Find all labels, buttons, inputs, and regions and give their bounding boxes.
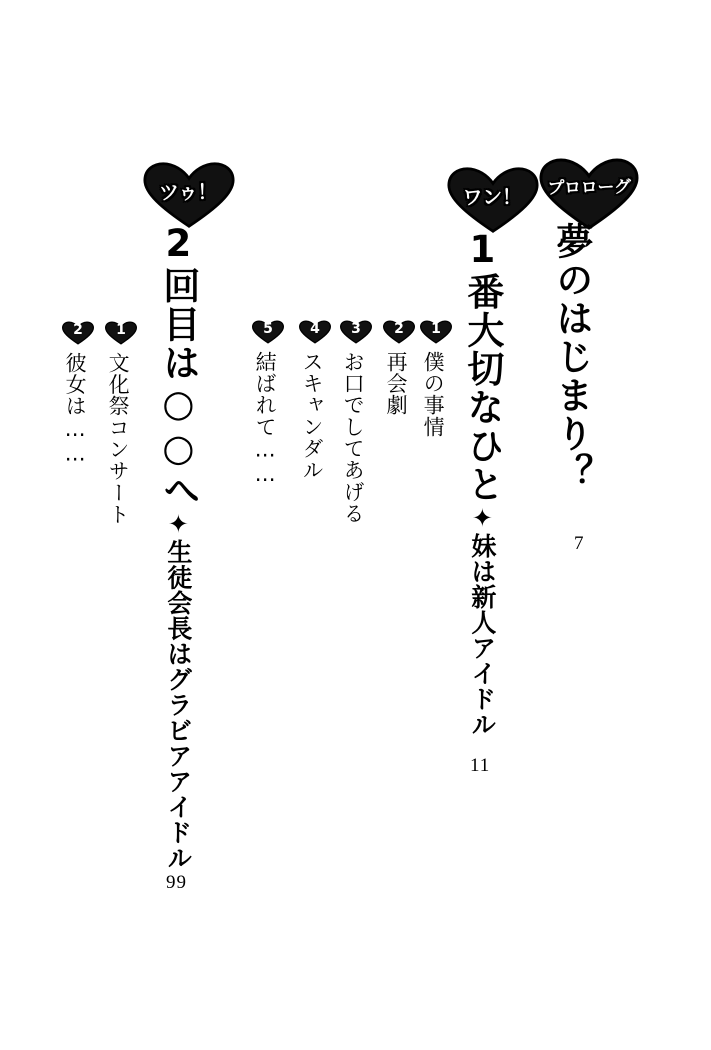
heart-icon — [62, 318, 96, 349]
chapter-title-two — [156, 222, 200, 871]
heart-icon — [105, 318, 139, 349]
list-item-label: 文化祭コンサート — [106, 352, 131, 526]
heart-icon — [252, 317, 286, 348]
list-item-label: スキャンダル — [300, 351, 325, 481]
list-item-label: お口でしてあげる — [341, 351, 366, 525]
list-item-label: 彼女は…… — [63, 352, 88, 467]
list-item-number: 2 — [394, 321, 404, 337]
list-item-label: 再会劇 — [384, 351, 409, 416]
heart-icon — [340, 317, 374, 348]
list-item-number: 3 — [351, 321, 361, 337]
heart-icon — [299, 317, 333, 348]
chapter-subtitle: ✦妹は新人アイドル — [467, 503, 497, 737]
chapter-page-number: 99 — [166, 872, 187, 893]
list-item-number: 4 — [310, 321, 320, 337]
chapter-title-one — [460, 228, 504, 737]
heart-icon — [383, 317, 417, 348]
chapter-title-main: 1番大切なひと — [460, 228, 504, 504]
list-item-number: 1 — [431, 321, 441, 337]
heart-icon — [420, 317, 454, 348]
chapter-page-number: 7 — [574, 533, 585, 554]
list-item-number: 2 — [73, 322, 83, 338]
list-item-label: 僕の事情 — [421, 351, 446, 438]
list-item-label: 結ばれて…… — [253, 351, 278, 487]
chapter-badge-label: プロローグ — [547, 177, 631, 199]
chapter-subtitle: ✦生徒会長はグラビアアイドル — [163, 509, 193, 871]
list-item-number: 1 — [116, 322, 126, 338]
chapter-badge-label: ツゥ！ — [158, 179, 218, 205]
chapter-badge-label: ワン！ — [462, 184, 522, 210]
chapter-title-prologue: 夢のはじまり？ — [549, 222, 593, 492]
chapter-page-number: 11 — [470, 755, 491, 776]
list-item-number: 5 — [263, 321, 273, 337]
chapter-title-main: 2回目は○○へ — [156, 222, 200, 510]
